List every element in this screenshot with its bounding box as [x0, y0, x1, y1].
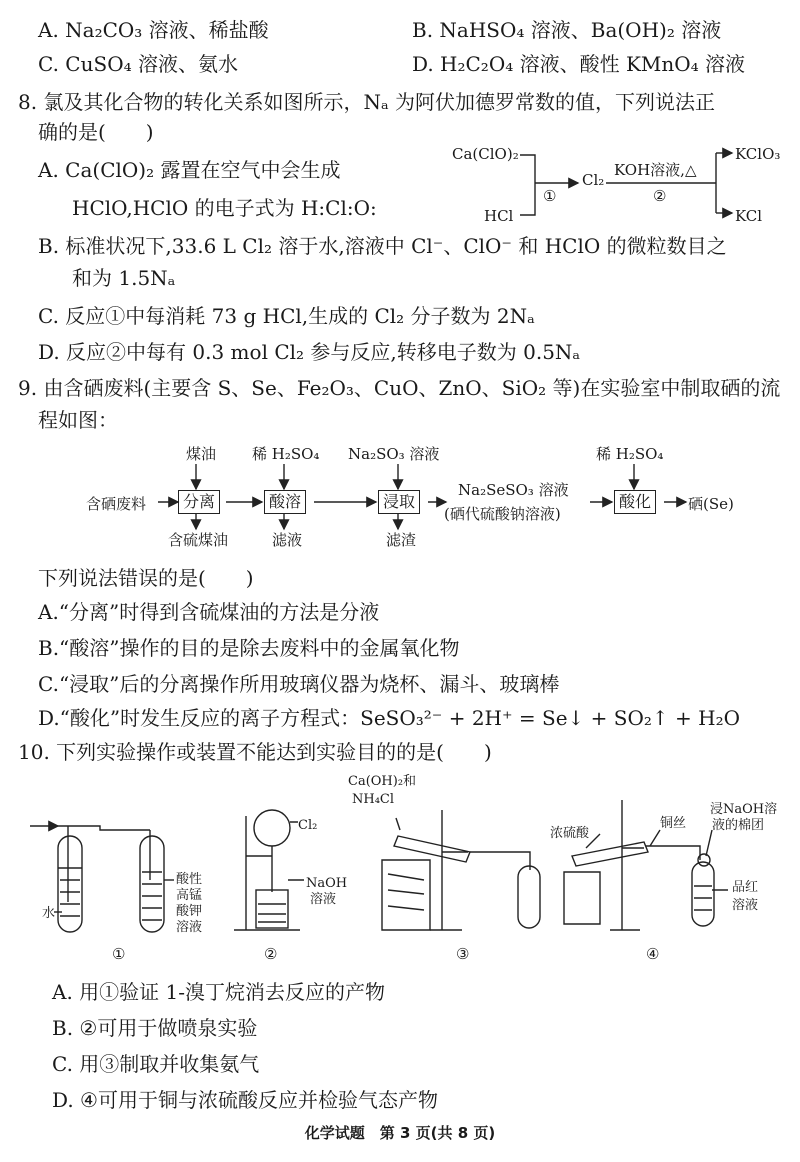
flow-start: 含硒废料: [86, 495, 147, 513]
flow-input-h2so4-2: 稀 H₂SO₄: [596, 445, 664, 463]
label-kmno4-4: 溶液: [176, 920, 203, 935]
q9-flow-arrows: [158, 464, 686, 529]
q9-question: 下列说法错误的是( ): [38, 566, 254, 590]
label-water: 水: [42, 906, 56, 921]
q8-stem-line2: 确的是( ): [38, 120, 154, 144]
page-footer: 化学试题 第 3 页(共 8 页): [304, 1124, 496, 1142]
label-reagent-2: NH₄Cl: [352, 792, 395, 807]
q8-option-b-line1: B. 标准状况下,33.6 L Cl₂ 溶于水,溶液中 Cl⁻、ClO⁻ 和 HClO 的微粒数目之: [38, 234, 727, 258]
label-apparatus-4: ④: [646, 945, 660, 963]
diagram-product-kclo3: KClO₃: [735, 145, 781, 163]
q9-option-b: B.“酸溶”操作的目的是除去废料中的金属氧化物: [38, 636, 460, 660]
flow-box-separate: 分离: [178, 490, 220, 514]
flow-box-acidify: 酸化: [614, 490, 656, 514]
q7-option-c: C. CuSO₄ 溶液、氨水: [38, 52, 238, 76]
label-cl2: Cl₂: [298, 818, 318, 833]
flow-box-acid-dissolve: 酸溶: [264, 490, 306, 514]
label-kmno4-1: 酸性: [176, 872, 203, 887]
apparatus-2: [234, 810, 304, 930]
q10-option-d: D. ④可用于铜与浓硫酸反应并检验气态产物: [52, 1088, 438, 1112]
flow-output-sulfur-kerosene: 含硫煤油: [168, 531, 229, 549]
apparatus-3: [382, 810, 540, 930]
q8-option-b-line2: 和为 1.5Nₐ: [72, 266, 176, 290]
q10-stem: 10. 下列实验操作或装置不能达到实验目的的是( ): [18, 740, 492, 764]
label-cotton-1: 浸NaOH溶: [710, 802, 778, 817]
label-apparatus-3: ③: [456, 945, 470, 963]
q7-option-b: B. NaHSO₄ 溶液、Ba(OH)₂ 溶液: [412, 18, 722, 42]
label-cotton-2: 液的棉团: [712, 818, 765, 833]
flow-box-leach: 浸取: [378, 490, 420, 514]
q9-option-a: A.“分离”时得到含硫煤油的方法是分液: [38, 600, 380, 624]
q10-option-b: B. ②可用于做喷泉实验: [52, 1016, 258, 1040]
q9-stem-line2: 程如图：: [38, 408, 118, 432]
q8-option-a-line1: A. Ca(ClO)₂ 露置在空气中会生成: [38, 158, 341, 182]
q8-option-d: D. 反应②中每有 0.3 mol Cl₂ 参与反应,转移电子数为 0.5Nₐ: [38, 340, 581, 364]
diagram-product-kcl: KCl: [735, 207, 763, 225]
apparatus-1: [30, 826, 174, 932]
label-conc-acid: 浓硫酸: [550, 826, 590, 841]
label-naoh-1: NaOH: [306, 876, 348, 891]
diagram-step-2: ②: [653, 187, 667, 205]
q8-diagram-arrows: [520, 153, 732, 215]
label-kmno4-3: 酸钾: [176, 904, 203, 919]
label-reagent-1: Ca(OH)₂和: [348, 774, 417, 789]
flow-intermediate-name: (硒代硫酸钠溶液): [444, 505, 561, 523]
flow-input-na2so3: Na₂SO₃ 溶液: [348, 445, 440, 463]
diagram-step-1: ①: [543, 187, 557, 205]
q10-option-a: A. 用①验证 1-溴丁烷消去反应的产物: [52, 980, 385, 1004]
q9-option-c: C.“浸取”后的分离操作所用玻璃仪器为烧杯、漏斗、玻璃棒: [38, 672, 560, 696]
label-pinred-1: 品红: [732, 880, 759, 895]
flow-output-filtrate: 滤液: [272, 531, 303, 549]
diagram-reactant-caclo2: Ca(ClO)₂: [452, 145, 519, 163]
q7-option-d: D. H₂C₂O₄ 溶液、酸性 KMnO₄ 溶液: [412, 52, 746, 76]
diagram-condition-koh: KOH溶液,△: [614, 161, 697, 179]
q10-option-c: C. 用③制取并收集氨气: [52, 1052, 260, 1076]
label-apparatus-2: ②: [264, 945, 278, 963]
label-naoh-2: 溶液: [310, 892, 337, 907]
flow-end: 硒(Se): [688, 495, 734, 513]
q8-option-a-line2: HClO,HClO 的电子式为 H:Cl:O:: [72, 196, 377, 220]
q8-stem-line1: 8. 氯及其化合物的转化关系如图所示，Nₐ 为阿伏加德罗常数的值，下列说法正: [18, 90, 716, 114]
q7-option-a: A. Na₂CO₃ 溶液、稀盐酸: [38, 18, 269, 42]
diagram-reactant-hcl: HCl: [484, 207, 514, 225]
q9-stem-line1: 9. 由含硒废料(主要含 S、Se、Fe₂O₃、CuO、ZnO、SiO₂ 等)在实验室中制取硒的流: [18, 376, 781, 400]
diagram-cl2: Cl₂: [582, 171, 605, 189]
flow-input-kerosene: 煤油: [186, 445, 217, 463]
label-copper-wire: 铜丝: [660, 816, 687, 831]
q8-option-c: C. 反应①中每消耗 73 g HCl,生成的 Cl₂ 分子数为 2Nₐ: [38, 304, 535, 328]
label-pinred-2: 溶液: [732, 898, 759, 913]
q9-option-d: D.“酸化”时发生反应的离子方程式：SeSO₃²⁻ + 2H⁺ = Se↓ + SO₂↑ + H₂O: [38, 706, 740, 730]
label-apparatus-1: ①: [112, 945, 126, 963]
flow-intermediate: Na₂SeSO₃ 溶液: [458, 481, 569, 499]
flow-input-h2so4: 稀 H₂SO₄: [252, 445, 320, 463]
flow-output-residue: 滤渣: [386, 531, 417, 549]
label-kmno4-2: 高锰: [176, 888, 203, 903]
apparatus-4: [564, 800, 728, 930]
